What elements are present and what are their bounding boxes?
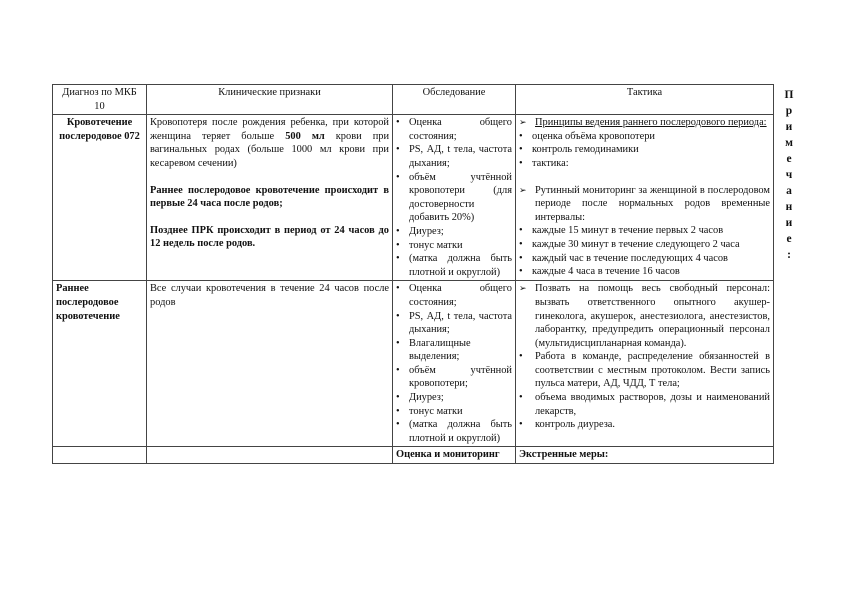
- list-item: ➢ Принципы ведения раннего послеродового периода:: [519, 116, 770, 130]
- list-item: • объём учтённой кровопотери;: [396, 364, 512, 391]
- list-item: • каждый час в течение последующих 4 часов: [519, 252, 770, 266]
- list-item: • каждые 15 минут в течение первых 2 часов: [519, 224, 770, 238]
- examination-cell: [393, 115, 516, 281]
- clinical-table: [52, 84, 774, 464]
- list-item: • каждые 30 минут в течение следующего 2 часа: [519, 238, 770, 252]
- list-item: ➢ Рутинный мониторинг за женщиной в послеродовом периоде после нормальных родов временные интервалы:: [519, 184, 770, 225]
- list-item: • PS, АД, t тела, частота дыхания;: [396, 310, 512, 337]
- list-item: • тонус матки: [396, 239, 512, 253]
- list-item: • Диурез;: [396, 225, 512, 239]
- clinical-signs-cell: Все случаи кровотечения в течение 24 часов после родов: [147, 281, 393, 447]
- list-item: • (матка должна быть плотной и округлой): [396, 252, 512, 279]
- list-item: • объема вводимых растворов, дозы и наименований лекарств,: [519, 391, 770, 418]
- header-diagnosis: Диагноз по МКБ 10: [53, 85, 147, 115]
- list-item: • оценка объёма кровопотери: [519, 130, 770, 144]
- list-item: • Работа в команде, распределение обязанностей в соответствии с местным протоколом. Вести запись пульса матери, АД, ЧДД, Т тела;: [519, 350, 770, 391]
- signs-paragraph: Кровопотеря после рождения ребенка, при которой женщина теряет больше 500 мл крови при вагинальных родах (больше 1000 мл крови при кесаревом сечении): [150, 117, 390, 169]
- table-row: [53, 447, 774, 464]
- list-item: • Оценка общего состояния;: [396, 116, 512, 143]
- tactics-cell: [516, 281, 774, 447]
- header-examination: Обследование: [393, 85, 516, 115]
- diagnosis-cell: [53, 447, 147, 464]
- examination-cell: Оценка и мониторинг: [393, 447, 516, 464]
- list-item: • Оценка общего состояния;: [396, 282, 512, 309]
- signs-paragraph: Позднее ПРК происходит в период от 24 часов до 12 недель после родов.: [150, 224, 389, 250]
- list-item: • объём учтённой кровопотери (для достоверности добавить 20%): [396, 171, 512, 225]
- clinical-signs-cell: [147, 447, 393, 464]
- table-header-row: [53, 85, 774, 115]
- tactics-cell: Экстренные меры:: [516, 447, 774, 464]
- header-clinical-signs: Клинические признаки: [147, 85, 393, 115]
- list-item: • тонус матки: [396, 405, 512, 419]
- list-item: • контроль гемодинамики: [519, 143, 770, 157]
- clinical-signs-cell: [147, 115, 393, 281]
- examination-cell: [393, 281, 516, 447]
- table-row: [53, 281, 774, 447]
- list-item: • PS, АД, t тела, частота дыхания;: [396, 143, 512, 170]
- side-note-label: П р и м е ч а н и е :: [784, 89, 794, 261]
- list-item: • Диурез;: [396, 391, 512, 405]
- list-item: • (матка должна быть плотной и округлой): [396, 418, 512, 445]
- list-item: ➢ Позвать на помощь весь свободный персонал: вызвать ответственного опытного акушер-гинеколога, акушерок, анестезиолога, анестезистов, лаборантку, предупредить операционный персонал (мультидисципланарная команда).: [519, 282, 770, 350]
- diagnosis-cell: Кровотечение послеродовое 072: [53, 115, 147, 281]
- list-item: • каждые 4 часа в течение 16 часов: [519, 265, 770, 279]
- tactics-cell: [516, 115, 774, 281]
- signs-paragraph: Раннее послеродовое кровотечение происходит в первые 24 часа после родов;: [150, 184, 389, 210]
- list-item: • Влагалищные выделения;: [396, 337, 512, 364]
- diagnosis-cell: Раннее послеродовое кровотечение: [53, 281, 147, 447]
- header-tactics: Тактика: [516, 85, 774, 115]
- table-row: [53, 115, 774, 281]
- list-item: • тактика:: [519, 157, 770, 171]
- list-item: • контроль диуреза.: [519, 418, 770, 432]
